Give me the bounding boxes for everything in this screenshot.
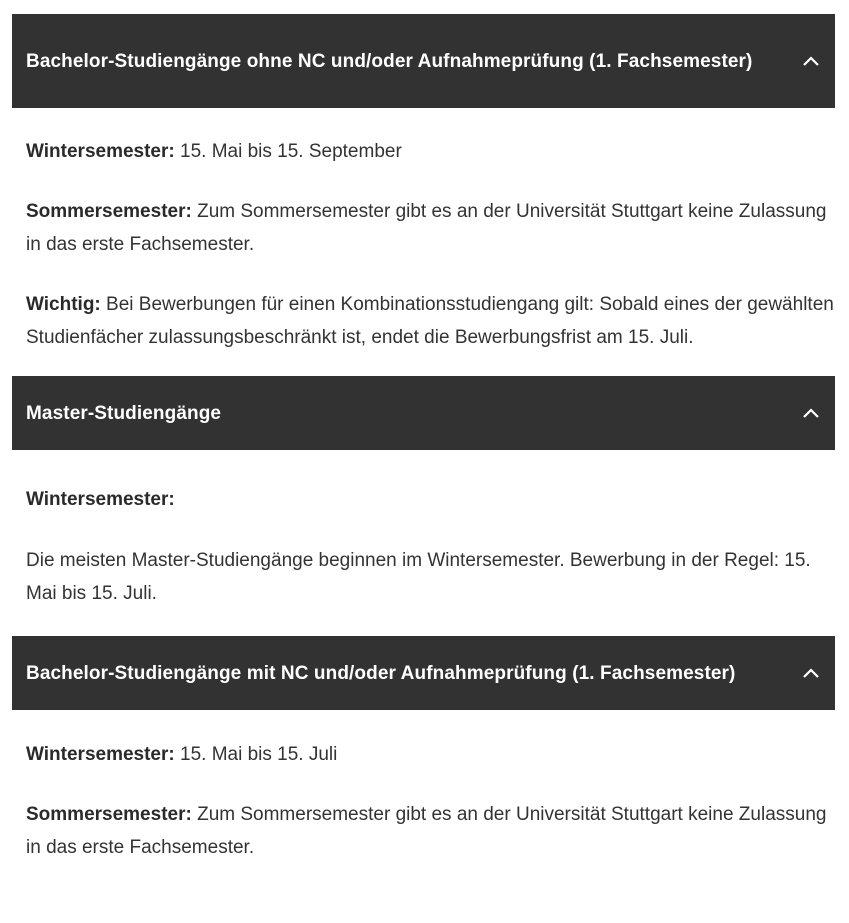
wintersemester-paragraph [26,135,835,168]
sommersemester-paragraph [26,798,835,864]
accordion-title: Master-Studiengänge [26,402,222,424]
accordion-title: Bachelor-Studiengänge ohne NC und/oder Aufnahmeprüfung (1. Fachsemester) [26,50,753,72]
accordion-title: Bachelor-Studiengänge mit NC und/oder Aufnahmeprüfung (1. Fachsemester) [26,662,736,684]
accordion-header-master[interactable] [12,376,835,450]
label-sommersemester: Sommersemester: [26,201,192,222]
text-sommersemester: Zum Sommersemester gibt es an der Universität Stuttgart keine Zulassung in das erste Fachsemester. [26,804,827,858]
accordion-panel-master [12,450,835,636]
accordion-panel-bachelor-ohne-nc [12,108,835,376]
text-wichtig: Bei Bewerbungen für einen Kombinationsstudiengang gilt: Sobald eines der gewählten Studienfächer zulassungsbeschränkt ist, endet die Bewerbungsfrist am 15. Juli. [26,294,834,348]
chevron-up-icon[interactable] [801,403,821,423]
wintersemester-paragraph [26,738,835,771]
master-paragraph: Die meisten Master-Studiengänge beginnen im Wintersemester. Bewerbung in der Regel: 15. Mai bis 15. Juli. [26,550,811,604]
accordion-panel-bachelor-mit-nc [12,710,835,884]
label-wintersemester: Wintersemester: [26,141,175,162]
master-subheading [26,483,835,516]
chevron-up-icon[interactable] [801,51,821,71]
text-wintersemester: 15. Mai bis 15. Juli [174,744,338,765]
label-wichtig: Wichtig: [26,294,101,315]
text-wintersemester: 15. Mai bis 15. September [174,141,402,162]
accordion-header-bachelor-mit-nc[interactable] [12,636,835,710]
chevron-up-icon[interactable] [801,663,821,683]
wichtig-paragraph [26,288,835,354]
accordion-header-bachelor-ohne-nc[interactable] [12,14,835,108]
sommersemester-paragraph [26,195,835,261]
label-wintersemester: Wintersemester: [26,489,175,510]
label-wintersemester: Wintersemester: [26,744,175,765]
deadlines-accordion [12,14,835,884]
text-sommersemester: Zum Sommersemester gibt es an der Universität Stuttgart keine Zulassung in das erste Fachsemester. [26,201,827,255]
label-sommersemester: Sommersemester: [26,804,192,825]
